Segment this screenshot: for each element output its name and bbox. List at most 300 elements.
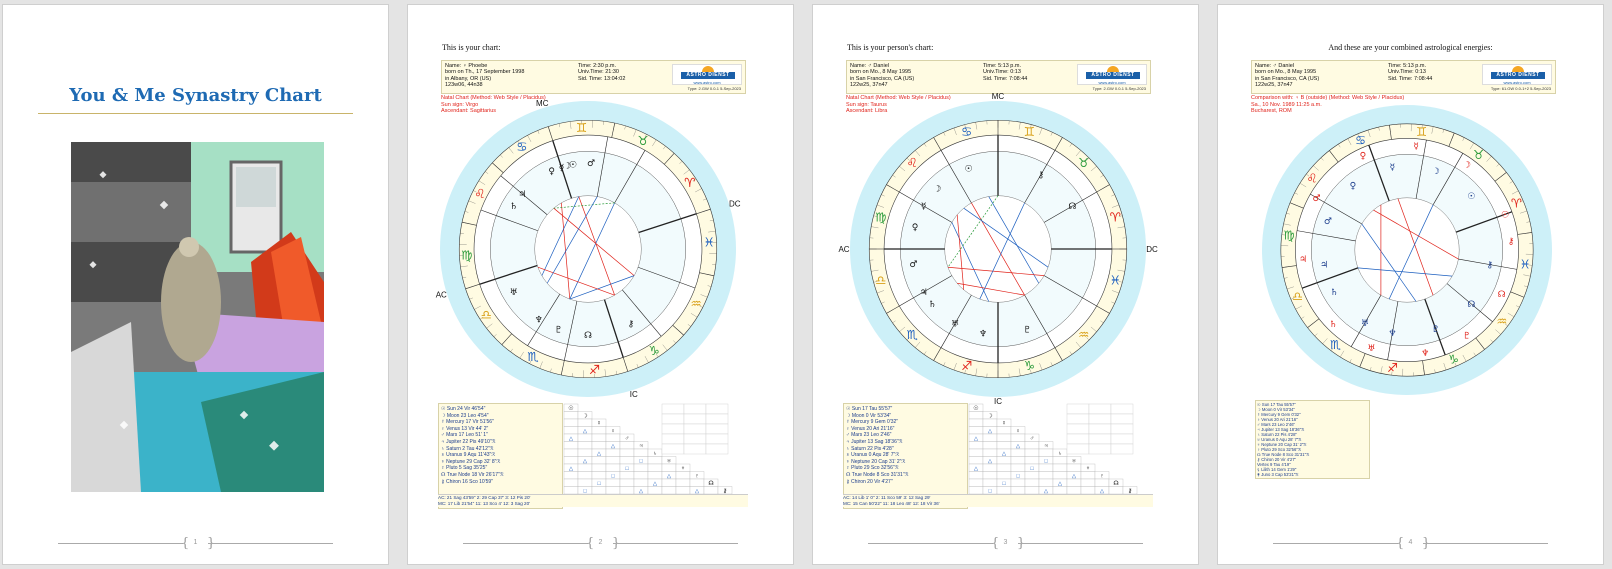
header-name: Name: ♂ Daniel	[1255, 63, 1294, 69]
chart-info: Natal Chart (Method: Web Style / Placidus) Sun sign: Taurus Ascendant: Libra	[846, 95, 951, 115]
chart-header	[846, 60, 1151, 94]
element-cell	[684, 424, 706, 434]
zodiac-sign-icon: ♏	[1329, 337, 1341, 352]
aspect-cell	[969, 479, 983, 487]
zodiac-sign-icon: ♊	[1023, 123, 1036, 139]
aspect-cell	[1025, 449, 1039, 457]
aspect-cell	[606, 434, 620, 442]
element-cell	[1111, 444, 1133, 454]
planet-icon: ♆	[1085, 466, 1091, 472]
natal-wheel	[435, 97, 754, 401]
zodiac-sign-icon: ♒	[690, 296, 702, 312]
house-cusps: AC: 21 Sag 43'59" 2: 29 Cap 37' 3: 12 Pis 20' MC: 17 Lib 21'54" 11: 13 Sco 4' 12: 3 Sag 20'	[438, 494, 748, 507]
aspect-symbol-icon: △	[582, 458, 588, 465]
inner-planet-icon: ♂	[1323, 217, 1333, 228]
aspect-cell	[564, 419, 578, 427]
header-coords: 123w06, 44n38	[445, 82, 483, 89]
house-cusps: AC: 14 Lib 1' 0" 2: 11 Sco 59' 3: 12 Sag 29' MC: 15 Can 50'22" 11: 18 Leo 48' 12: 18 Vir 36'	[843, 494, 1153, 507]
element-cell	[1111, 404, 1133, 414]
aspect-cell	[676, 487, 690, 495]
element-cell	[706, 424, 728, 434]
angle-label-asc: AC	[435, 290, 447, 300]
aspect-cell	[606, 449, 620, 457]
planet-row: ☊ True Node 8 Sco 31'31"ℛ	[1257, 452, 1310, 457]
natal-planet-icon: ♀	[911, 222, 919, 233]
aspect-cell	[648, 464, 662, 472]
planet-icon: ♃	[1043, 443, 1049, 450]
zodiac-sign-icon: ♎	[480, 307, 492, 323]
aspect-cell	[997, 487, 1011, 495]
natal-planet-icon: ♅	[951, 319, 960, 330]
zodiac-sign-icon: ♑	[1447, 352, 1459, 367]
aspect-cell	[1067, 479, 1081, 487]
planet-row: ♃ Jupiter 13 Sag 18'36"ℛ	[1257, 427, 1305, 432]
planet-icon: ♅	[666, 458, 672, 465]
planet-icon: ☽	[582, 413, 588, 420]
aspect-cell	[662, 487, 676, 495]
element-cell	[662, 404, 684, 414]
page-number: 3	[1003, 539, 1008, 546]
aspect-cell	[564, 427, 578, 435]
angle-label-dc: DC	[1146, 245, 1158, 254]
aspect-cell	[969, 419, 983, 427]
natal-planet-icon: ♃	[919, 287, 928, 298]
planet-row: ☿ Mercury 9 Gem 0'32"	[846, 419, 899, 426]
aspect-cell	[564, 442, 578, 450]
aspect-cell	[620, 442, 634, 450]
outer-planet-icon: ♅	[1367, 344, 1376, 355]
chart-type: Type: 2.GW 0.0-1 5-Sep-2023	[1092, 85, 1146, 91]
aspect-cell	[662, 479, 676, 487]
header-sid: Sid. Time: 7:08:44	[983, 75, 1028, 82]
aspect-symbol-icon: △	[1001, 451, 1007, 457]
aspect-cell	[969, 427, 983, 435]
header-born: born on Mo., 8 May 1995	[1255, 69, 1317, 76]
zodiac-sign-icon: ♋	[1355, 133, 1367, 148]
planet-row: ☽ Moon 23 Leo 4'54"	[441, 412, 489, 419]
aspect-cell	[1011, 457, 1025, 465]
aspect-symbol-icon: △	[568, 436, 574, 442]
aspect-grid	[438, 400, 768, 515]
chart-header	[1251, 60, 1556, 94]
chart-info: Natal Chart (Method: Web Style / Placidus) Sun sign: Virgo Ascendant: Sagittarius	[441, 95, 546, 115]
chart-info: Comparison with: ♀ B (outside) (Method: Web Style / Placidus) Sa., 10 Nov. 1989 11:25 a.m. Bucharest, ROM	[1251, 95, 1405, 115]
element-cell	[1089, 424, 1111, 434]
zodiac-sign-icon: ♏	[906, 326, 918, 342]
aspect-cell	[634, 479, 648, 487]
aspect-cell	[592, 442, 606, 450]
planet-row: ☽ Moon 0 Vir 53'34"	[846, 412, 892, 419]
page-number: 4	[1408, 539, 1413, 546]
intro-text: This is your person's chart:	[847, 43, 934, 52]
aspect-cell	[997, 434, 1011, 442]
chart-type: Type: 61.GW 0.0-1+2 5-Sep-2023	[1490, 85, 1551, 91]
aspect-cell	[983, 449, 997, 457]
page-2	[407, 4, 794, 565]
planet-row: ⚸ Lilith 14 Gem 1'29"	[1257, 467, 1297, 472]
aspect-cell	[1067, 487, 1081, 495]
natal-planet-icon: ☽	[933, 184, 942, 195]
planet-icon: ☊	[1113, 481, 1119, 487]
page-footer: { 4	[1218, 534, 1603, 554]
aspect-symbol-icon: □	[625, 466, 629, 472]
aspect-cell	[648, 472, 662, 480]
aspect-symbol-icon: △	[1057, 481, 1063, 487]
aspect-symbol-icon: △	[582, 428, 588, 435]
aspect-cell	[620, 457, 634, 465]
aspect-cell	[1039, 472, 1053, 480]
aspect-cell	[606, 457, 620, 465]
aspect-cell	[578, 419, 592, 427]
page-1	[2, 4, 389, 565]
planet-icon: ♄	[1057, 451, 1063, 457]
aspect-cell	[997, 472, 1011, 480]
aspect-symbol-icon: △	[568, 466, 574, 472]
aspect-cell	[648, 487, 662, 495]
planet-row: ♇ Pluto 5 Sag 35'25"	[441, 465, 488, 472]
aspect-cell	[690, 479, 704, 487]
aspect-cell	[1025, 472, 1039, 480]
planet-row: ☊ True Node 18 Vir 26'17"ℛ	[441, 471, 504, 478]
zodiac-sign-icon: ♉	[1473, 148, 1485, 163]
element-cell	[1111, 434, 1133, 444]
aspect-cell	[1011, 479, 1025, 487]
planet-row: ♄ Saturn 22 Pis 4'28"	[1257, 432, 1297, 437]
aspect-cell	[606, 464, 620, 472]
planet-icon: ⚷	[1127, 488, 1133, 495]
outer-planet-icon: ⚷	[1507, 236, 1515, 247]
natal-planet-icon: ☿	[558, 163, 565, 174]
aspect-cell	[1067, 464, 1081, 472]
title-rule	[38, 113, 353, 114]
aspect-cell	[578, 464, 592, 472]
aspect-cell	[606, 479, 620, 487]
aspect-cell	[1039, 479, 1053, 487]
zodiac-sign-icon: ♐	[1386, 361, 1399, 376]
element-cell	[684, 404, 706, 414]
aspect-cell	[564, 472, 578, 480]
aspect-symbol-icon: △	[666, 473, 672, 480]
aspect-cell	[969, 472, 983, 480]
page-number: 1	[193, 539, 198, 546]
zodiac-sign-icon: ♍	[875, 209, 887, 225]
planet-row: ♅ Uranus 0 Aqu 28' 7"ℛ	[846, 452, 900, 459]
natal-planet-icon: ♇	[1023, 325, 1032, 336]
aspect-cell	[578, 449, 592, 457]
natal-planet-icon: ♇	[554, 325, 563, 336]
planet-row: ♂ Mars 23 Leo 2'46"	[1257, 422, 1296, 427]
planet-row: ☉ Sun 17 Tau 55'57"	[1257, 402, 1296, 407]
natal-planet-icon: ☽	[563, 161, 572, 172]
inner-planet-icon: ♆	[1388, 328, 1397, 339]
aspect-cell	[983, 419, 997, 427]
zodiac-sign-icon: ♋	[516, 139, 528, 155]
aspect-symbol-icon: △	[596, 451, 602, 457]
zodiac-sign-icon: ♑	[1023, 358, 1036, 374]
aspect-cell	[997, 442, 1011, 450]
aspect-cell	[592, 464, 606, 472]
angle-label-ic: IC	[994, 397, 1002, 406]
zodiac-sign-icon: ♉	[637, 132, 649, 148]
aspect-cell	[983, 472, 997, 480]
planet-row: ♆ Neptune 29 Cap 32' 8"ℛ	[441, 458, 501, 465]
planet-row: ☿ Mercury 17 Vir 51'56"	[441, 419, 494, 426]
aspect-cell	[1053, 464, 1067, 472]
angle-label-dc: DC	[728, 199, 741, 209]
aspect-symbol-icon: △	[1043, 488, 1049, 495]
aspect-triangle	[564, 400, 764, 500]
natal-planet-icon: ☊	[1068, 202, 1077, 213]
planet-icon: ☿	[596, 421, 602, 427]
natal-planet-icon: ♄	[509, 202, 518, 213]
aspect-cell	[648, 457, 662, 465]
element-cell	[706, 434, 728, 444]
aspect-symbol-icon: □	[1044, 458, 1048, 465]
inner-planet-icon: ☉	[1467, 191, 1476, 202]
zodiac-sign-icon: ♓	[1519, 257, 1531, 272]
aspect-cell	[1053, 472, 1067, 480]
planet-row: ⚵ Juno 3 Cap 53'21"ℛ	[1257, 472, 1299, 477]
aspect-cell	[969, 487, 983, 495]
planet-row: ☽ Moon 0 Vir 53'34"	[1257, 407, 1295, 412]
aspect-symbol-icon: □	[597, 481, 601, 487]
inner-planet-icon: ♅	[1360, 318, 1369, 329]
aspect-cell	[620, 449, 634, 457]
inner-planet-icon: ⚷	[1486, 260, 1494, 271]
aspect-cell	[1039, 464, 1053, 472]
aspect-cell	[592, 472, 606, 480]
planet-icon: ☽	[987, 413, 993, 420]
element-cell	[684, 434, 706, 444]
element-cell	[706, 444, 728, 454]
aspect-cell	[1095, 479, 1109, 487]
aspect-symbol-icon: □	[1016, 473, 1020, 480]
element-cell	[662, 444, 684, 454]
zodiac-sign-icon: ♊	[576, 119, 588, 135]
aspect-circle	[535, 196, 642, 303]
aspect-cell	[997, 457, 1011, 465]
astrodienst-logo: ASTRO DIENST www.astro.com	[1077, 64, 1147, 85]
aspect-cell	[1025, 457, 1039, 465]
planet-row: ♇ Pluto 29 Sco 32'56"ℛ	[1257, 447, 1302, 452]
aspect-cell	[592, 427, 606, 435]
aspect-cell	[969, 457, 983, 465]
planet-row: ♂ Mars 17 Leo 51' 1"	[441, 432, 488, 439]
natal-planet-icon: ♅	[509, 287, 518, 298]
aspect-cell	[564, 487, 578, 495]
element-cell	[706, 404, 728, 414]
header-coords: 122w25, 37n47	[850, 82, 888, 89]
element-cell	[1089, 434, 1111, 444]
natal-planet-icon: ♆	[979, 329, 988, 340]
element-cell	[1067, 444, 1089, 454]
aspect-symbol-icon: △	[973, 466, 979, 472]
header-sid: Sid. Time: 7:08:44	[1388, 75, 1433, 82]
planet-row: Vertex 9 Tau 4'19"	[1257, 462, 1291, 467]
planet-row: ☊ True Node 8 Sco 31'31"ℛ	[846, 471, 909, 478]
planet-row: ♃ Jupiter 22 Pis 49'10"ℛ	[441, 438, 496, 445]
planet-icon: ♄	[652, 451, 658, 457]
element-cell	[662, 434, 684, 444]
header-born: born on Mo., 8 May 1995	[850, 69, 912, 76]
aspect-cell	[1025, 442, 1039, 450]
header-place: in San Francisco, CA (US)	[1255, 75, 1320, 82]
aspect-cell	[983, 442, 997, 450]
aspect-symbol-icon: △	[694, 488, 700, 495]
planet-row: ♄ Saturn 2 Tau 42'12"ℛ	[441, 445, 494, 452]
aspect-cell	[1081, 487, 1095, 495]
planet-row: ♀ Venus 13 Vir 44' 2"	[441, 425, 489, 432]
outer-planet-icon: ♆	[1421, 348, 1430, 359]
aspect-cell	[620, 472, 634, 480]
outer-planet-icon: ♃	[1298, 255, 1308, 266]
chart-type: Type: 2.GW 0.0-1 5-Sep-2023	[687, 85, 741, 91]
header-time: Time: 5:13 p.m.	[1388, 63, 1427, 69]
aspect-symbol-icon: □	[1030, 466, 1034, 472]
chart-header	[441, 60, 746, 94]
aspect-cell	[564, 479, 578, 487]
natal-planet-icon: ♆	[534, 315, 543, 326]
aspect-cell	[1039, 449, 1053, 457]
collage-image	[71, 142, 324, 492]
outer-planet-icon: ☿	[1413, 141, 1419, 152]
planet-icon: ♅	[1071, 458, 1077, 465]
zodiac-sign-icon: ♉	[1078, 155, 1090, 171]
planet-icon: ♀	[610, 428, 616, 435]
planet-row: ♀ Venus 20 Ari 21'16"	[1257, 417, 1298, 422]
aspect-symbol-icon: △	[638, 488, 644, 495]
natal-planet-icon: ♄	[928, 300, 937, 311]
aspect-symbol-icon: △	[1015, 443, 1021, 450]
header-univ: Univ.Time: 0:13	[1388, 69, 1426, 76]
header-time: Time: 5:13 p.m.	[983, 63, 1022, 69]
element-cell	[1067, 424, 1089, 434]
aspect-cell	[564, 457, 578, 465]
aspect-cell	[578, 434, 592, 442]
aspect-cell	[578, 472, 592, 480]
planet-icon: ♇	[1099, 473, 1105, 480]
page-4	[1217, 4, 1604, 565]
aspect-cell	[564, 412, 578, 420]
header-place: in Albany, OR (US)	[445, 75, 492, 82]
aspect-cell	[983, 479, 997, 487]
zodiac-sign-icon: ♋	[960, 123, 973, 139]
zodiac-sign-icon: ♍	[1283, 228, 1295, 243]
header-coords: 122w25, 37n47	[1255, 82, 1293, 89]
aspect-grid	[843, 400, 1173, 515]
zodiac-sign-icon: ♓	[1109, 272, 1121, 288]
aspect-cell	[1011, 434, 1025, 442]
zodiac-sign-icon: ♍	[461, 247, 473, 263]
aspect-cell	[606, 487, 620, 495]
zodiac-sign-icon: ♌	[906, 155, 918, 171]
synastry-wheel	[1260, 103, 1554, 397]
inner-planet-icon: ☊	[1467, 300, 1476, 311]
header-name: Name: ♀ Phoebe	[445, 63, 488, 69]
planet-icon: ♆	[680, 466, 686, 472]
inner-planet-icon: ♀	[1349, 181, 1357, 192]
planet-row: ♇ Pluto 29 Sco 32'56"ℛ	[846, 465, 899, 472]
aspect-cell	[592, 487, 606, 495]
page-footer: { 1	[3, 534, 388, 554]
angle-label-mc: MC	[536, 99, 549, 109]
planet-icon: ♂	[1029, 436, 1035, 442]
aspect-cell	[969, 449, 983, 457]
header-born: born on Th., 17 September 1998	[445, 69, 525, 76]
aspect-symbol-icon: △	[1099, 488, 1105, 495]
aspect-cell	[969, 442, 983, 450]
planet-row: ♆ Neptune 20 Cap 31' 2"ℛ	[1257, 442, 1307, 447]
intro-text: This is your chart:	[442, 43, 501, 52]
aspect-cell	[1109, 487, 1123, 495]
page-footer: { 2	[408, 534, 793, 554]
header-univ: Univ.Time: 0:13	[983, 69, 1021, 76]
inner-planet-icon: ☿	[1389, 163, 1396, 174]
intro-text: And these are your combined astrological energies:	[1328, 43, 1493, 52]
planet-icon: ♂	[624, 436, 630, 442]
zodiac-sign-icon: ♒	[1496, 314, 1508, 329]
outer-planet-icon: ♀	[1359, 151, 1367, 162]
angle-label-ic: IC	[629, 389, 638, 399]
planet-icon: ☿	[1001, 421, 1007, 427]
aspect-cell	[997, 464, 1011, 472]
planet-icon: ☉	[568, 406, 574, 412]
zodiac-sign-icon: ♌	[1306, 171, 1318, 186]
natal-planet-icon: ☉	[964, 164, 973, 175]
natal-planet-icon: ♃	[518, 189, 527, 200]
natal-planet-icon: ☿	[920, 202, 927, 213]
planet-row: ♅ Uranus 9 Aqu 11'43"ℛ	[441, 452, 496, 459]
natal-planet-icon: ♂	[586, 159, 596, 170]
natal-planet-icon: ☉	[569, 160, 578, 171]
zodiac-sign-icon: ♈	[1109, 209, 1121, 225]
aspect-symbol-icon: △	[610, 443, 616, 450]
cover-title: You & Me Synastry Chart	[69, 85, 322, 106]
aspect-cell	[1053, 487, 1067, 495]
element-cell	[684, 414, 706, 424]
element-cell	[684, 444, 706, 454]
natal-planet-icon: ⚷	[1037, 170, 1045, 181]
outer-planet-icon: ♄	[1329, 319, 1338, 330]
element-cell	[706, 414, 728, 424]
aspect-cell	[620, 479, 634, 487]
aspect-cell	[1053, 457, 1067, 465]
element-cell	[1089, 444, 1111, 454]
planet-icon: ☊	[708, 481, 714, 487]
planet-row: ☉ Sun 17 Tau 55'57"	[846, 406, 893, 412]
page-number: 2	[598, 539, 603, 546]
aspect-cell	[564, 449, 578, 457]
zodiac-sign-icon: ♑	[648, 342, 660, 358]
aspect-cell	[969, 412, 983, 420]
aspect-triangle	[969, 400, 1169, 500]
aspect-cell	[592, 457, 606, 465]
outer-planet-icon: ☽	[1462, 160, 1471, 171]
inner-planet-icon: ☽	[1431, 166, 1440, 177]
header-time: Time: 2:30 p.m.	[578, 63, 617, 69]
natal-planet-icon: ♂	[909, 259, 918, 270]
zodiac-sign-icon: ♐	[960, 358, 973, 374]
page-footer: { 3	[813, 534, 1198, 554]
astrodienst-logo: ASTRO DIENST www.astro.com	[672, 64, 742, 85]
aspect-cell	[634, 472, 648, 480]
header-sid: Sid. Time: 13:04:02	[578, 75, 626, 82]
inner-planet-icon: ♄	[1330, 288, 1339, 299]
element-cell	[1111, 424, 1133, 434]
aspect-cell	[1081, 479, 1095, 487]
aspect-cell	[578, 479, 592, 487]
aspect-cell	[1081, 472, 1095, 480]
